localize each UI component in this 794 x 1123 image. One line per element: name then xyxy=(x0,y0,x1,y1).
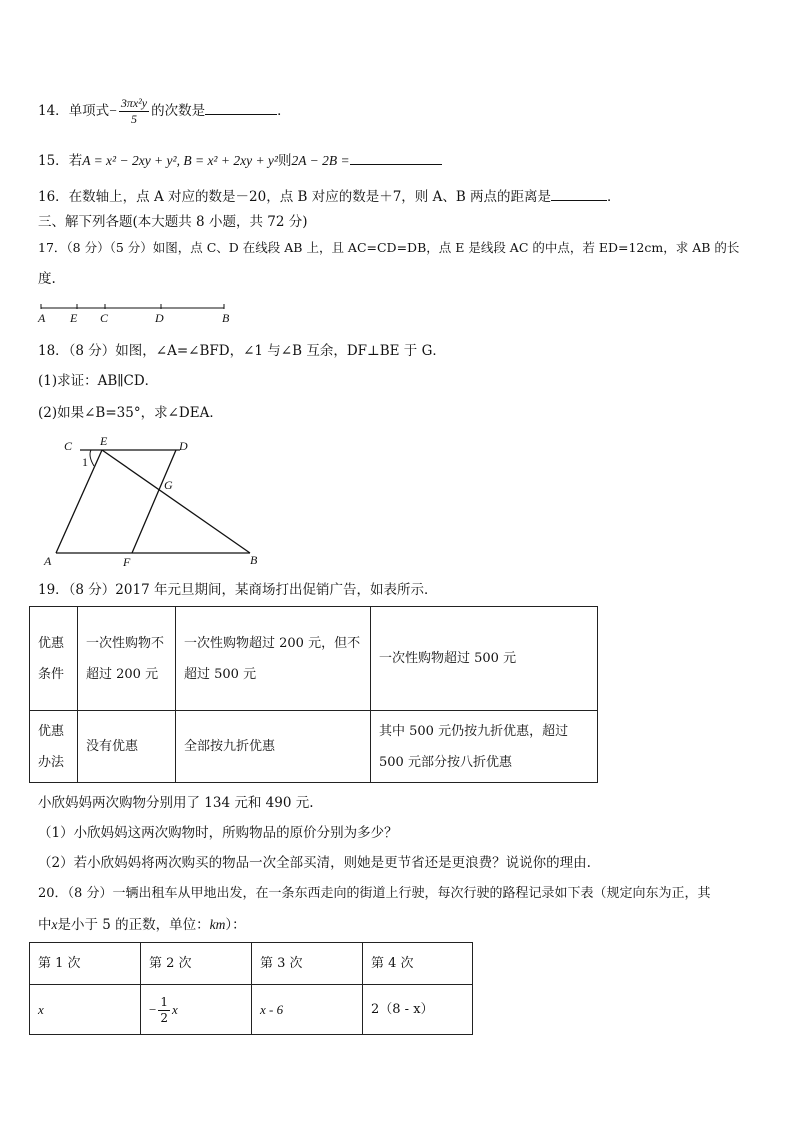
table-cell: 全部按九折优惠 xyxy=(176,711,371,783)
point-b-label: B xyxy=(250,553,258,567)
point-d-label: D xyxy=(155,311,164,325)
point-e-label: E xyxy=(70,311,78,325)
point-c-label: C xyxy=(64,439,73,453)
section-title: 三、解下列各题(本大题共 8 小题，共 72 分) xyxy=(38,214,308,230)
question-19-part2: （2）若小欣妈妈将两次购买的物品一次全部买清，则她是更节省还是更浪费？说说你的理由. xyxy=(38,855,591,871)
table-cell: 2（8 - x） xyxy=(363,985,473,1035)
question-18-line1: 18．（8 分）如图，∠A=∠BFD，∠1 与∠B 互余，DF⊥BE 于 G． xyxy=(38,343,446,359)
table-row xyxy=(30,943,473,985)
table-cell: x xyxy=(30,985,141,1035)
table-row xyxy=(30,985,473,1035)
question-14: 14．单项式− $\frac{\text{3πx²y}}{5}$ 的次数是 ． xyxy=(38,96,291,126)
question-18-part2: (2)如果∠B=35°，求∠DEA． xyxy=(38,405,223,421)
table-cell: 优惠条件 xyxy=(30,607,78,711)
table-cell: 优惠办法 xyxy=(30,711,78,783)
table-cell: 没有优惠 xyxy=(78,711,176,783)
trip-table xyxy=(29,942,473,1035)
question-17-line2: 度. xyxy=(38,271,56,287)
table-cell: − $\frac{1}{2}$ x xyxy=(141,985,252,1035)
answer-blank xyxy=(350,150,442,165)
parallel-lines-diagram xyxy=(36,432,268,572)
question-17-line1: 17．（8 分）（5 分）如图，点 C、D 在线段 AB 上，且 AC=CD=DB，点 E 是线段 AC 的中点，若 ED=12cm，求 AB 的长 xyxy=(38,240,740,255)
question-19-line1: 19．（8 分）2017 年元旦期间，某商场打出促销广告，如表所示． xyxy=(38,582,438,598)
question-19-after: 小欣妈妈两次购物分别用了 134 元和 490 元. xyxy=(38,795,314,811)
table-header: 第 2 次 xyxy=(141,943,252,985)
fraction: $\frac{\text{3πx²y}}{5}$ xyxy=(120,96,148,126)
table-cell: 一次性购物不超过 200 元 xyxy=(78,607,176,711)
answer-blank xyxy=(551,186,607,201)
question-19-part1: （1）小欣妈妈这两次购物时，所购物品的原价分别为多少？ xyxy=(38,825,398,841)
question-18-part1: (1)求证：AB∥CD． xyxy=(38,373,159,389)
table-cell: x - 6 xyxy=(252,985,363,1035)
question-16: 16．在数轴上，点 A 对应的数是－20，点 B 对应的数是＋7，则 A、B 两点的距离是 ． xyxy=(38,186,621,207)
answer-blank xyxy=(205,100,277,115)
table-cell: 一次性购物超过 200 元，但不超过 500 元 xyxy=(176,607,371,711)
table-cell: 一次性购物超过 500 元 xyxy=(371,607,598,711)
point-a-label: A xyxy=(38,311,46,325)
point-c-label: C xyxy=(100,311,109,325)
segment-diagram xyxy=(34,300,244,326)
discount-table xyxy=(29,606,598,783)
point-e-label: E xyxy=(100,434,108,448)
question-20-line1: 20．（8 分）一辆出租车从甲地出发，在一条东西走向的街道上行驶，每次行驶的路程记录如下表（规定向东为正，其 xyxy=(38,886,711,901)
table-header: 第 1 次 xyxy=(30,943,141,985)
table-header: 第 3 次 xyxy=(252,943,363,985)
point-a-label: A xyxy=(44,554,52,568)
table-row xyxy=(30,711,598,783)
table-header: 第 4 次 xyxy=(363,943,473,985)
point-b-label: B xyxy=(222,311,230,325)
point-f-label: F xyxy=(123,555,131,569)
table-row xyxy=(30,607,598,711)
point-g-label: G xyxy=(164,478,173,492)
question-15: 15．若A = x² − 2xy + y², B = x² + 2xy + y²则2A − 2B = xyxy=(38,150,442,171)
fraction: $\frac{1}{2}$ xyxy=(160,994,168,1025)
angle-1-label: 1 xyxy=(82,455,88,469)
point-d-label: D xyxy=(179,439,188,453)
question-20-line2: 中x是小于 5 的正数，单位：km）： xyxy=(38,917,246,933)
table-cell: 其中 500 元仍按九折优惠，超过 500 元部分按八折优惠 xyxy=(371,711,598,783)
